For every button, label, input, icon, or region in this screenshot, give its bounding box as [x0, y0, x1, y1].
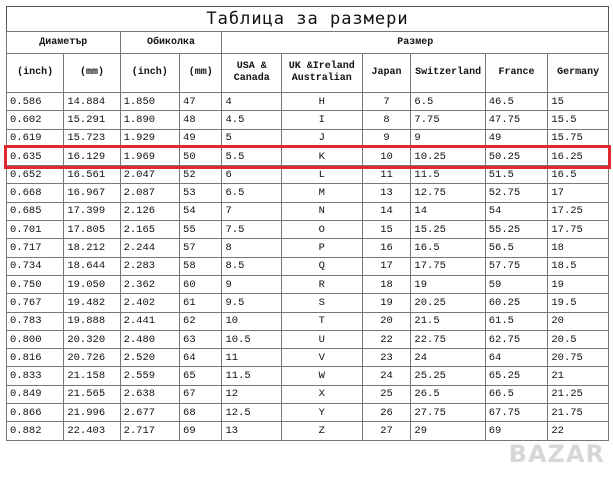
cell-japan-size: 16 [362, 239, 411, 257]
cell-germany-size: 17.75 [548, 221, 609, 239]
cell-france-size: 57.75 [485, 257, 548, 275]
cell-circumference-mm: 64 [180, 349, 222, 367]
cell-circumference-mm: 54 [180, 202, 222, 220]
header-diameter: Диаметър [7, 32, 121, 54]
cell-circumference-inch: 2.402 [120, 294, 179, 312]
cell-diameter-mm: 21.996 [64, 404, 120, 422]
cell-usa-size: 11 [222, 349, 281, 367]
cell-usa-size: 8 [222, 239, 281, 257]
cell-usa-size: 13 [222, 422, 281, 440]
table-row [7, 166, 609, 184]
cell-circumference-inch: 2.087 [120, 184, 179, 202]
header-usa-line2: Canada [233, 73, 270, 84]
table-row-highlighted [7, 147, 609, 165]
cell-france-size: 52.75 [485, 184, 548, 202]
cell-germany-size: 16.5 [548, 166, 609, 184]
cell-japan-size: 7 [362, 93, 411, 111]
cell-circumference-mm: 63 [180, 330, 222, 348]
cell-switzerland-size: 24 [411, 349, 485, 367]
cell-germany-size: 19.5 [548, 294, 609, 312]
cell-uk-size: R [281, 275, 362, 293]
cell-diameter-mm: 18.644 [64, 257, 120, 275]
cell-circumference-mm: 49 [180, 129, 222, 147]
cell-diameter-mm: 21.565 [64, 385, 120, 403]
cell-germany-size: 21.75 [548, 404, 609, 422]
table-row [7, 404, 609, 422]
cell-france-size: 47.75 [485, 111, 548, 129]
cell-france-size: 54 [485, 202, 548, 220]
table-row [7, 202, 609, 220]
cell-diameter-inch: 0.882 [7, 422, 64, 440]
table-row [7, 129, 609, 147]
cell-switzerland-size: 22.75 [411, 330, 485, 348]
cell-circumference-inch: 2.559 [120, 367, 179, 385]
cell-japan-size: 18 [362, 275, 411, 293]
cell-circumference-mm: 55 [180, 221, 222, 239]
cell-circumference-mm: 50 [180, 147, 222, 165]
cell-circumference-inch: 2.520 [120, 349, 179, 367]
cell-usa-size: 10 [222, 312, 281, 330]
cell-diameter-inch: 0.767 [7, 294, 64, 312]
cell-france-size: 50.25 [485, 147, 548, 165]
cell-japan-size: 22 [362, 330, 411, 348]
cell-japan-size: 14 [362, 202, 411, 220]
cell-switzerland-size: 20.25 [411, 294, 485, 312]
cell-usa-size: 9 [222, 275, 281, 293]
cell-germany-size: 15 [548, 93, 609, 111]
cell-circumference-mm: 69 [180, 422, 222, 440]
header-circumference-inch: (inch) [120, 54, 179, 93]
cell-circumference-inch: 2.283 [120, 257, 179, 275]
cell-switzerland-size: 21.5 [411, 312, 485, 330]
cell-germany-size: 20.75 [548, 349, 609, 367]
cell-circumference-mm: 52 [180, 166, 222, 184]
cell-uk-size: N [281, 202, 362, 220]
header-diameter-mm: (mm) [64, 54, 120, 93]
cell-uk-size: U [281, 330, 362, 348]
cell-switzerland-size: 19 [411, 275, 485, 293]
cell-germany-size: 15.75 [548, 129, 609, 147]
cell-diameter-mm: 14.884 [64, 93, 120, 111]
cell-circumference-mm: 65 [180, 367, 222, 385]
cell-usa-size: 10.5 [222, 330, 281, 348]
cell-circumference-inch: 1.969 [120, 147, 179, 165]
cell-usa-size: 6.5 [222, 184, 281, 202]
cell-circumference-mm: 58 [180, 257, 222, 275]
cell-japan-size: 9 [362, 129, 411, 147]
cell-usa-size: 6 [222, 166, 281, 184]
cell-france-size: 59 [485, 275, 548, 293]
cell-germany-size: 20.5 [548, 330, 609, 348]
cell-circumference-mm: 48 [180, 111, 222, 129]
size-table [6, 31, 609, 441]
cell-usa-size: 7.5 [222, 221, 281, 239]
cell-switzerland-size: 15.25 [411, 221, 485, 239]
cell-circumference-inch: 1.890 [120, 111, 179, 129]
cell-diameter-inch: 0.619 [7, 129, 64, 147]
cell-germany-size: 17 [548, 184, 609, 202]
cell-switzerland-size: 27.75 [411, 404, 485, 422]
cell-germany-size: 22 [548, 422, 609, 440]
header-circumference-mm: (mm) [180, 54, 222, 93]
header-japan: Japan [362, 54, 411, 93]
cell-circumference-inch: 2.165 [120, 221, 179, 239]
header-usa-line1: USA & [236, 61, 267, 72]
cell-diameter-mm: 19.888 [64, 312, 120, 330]
cell-diameter-mm: 15.723 [64, 129, 120, 147]
header-germany: Germany [548, 54, 609, 93]
table-body [7, 93, 609, 441]
cell-switzerland-size: 14 [411, 202, 485, 220]
cell-diameter-mm: 20.320 [64, 330, 120, 348]
cell-circumference-mm: 53 [180, 184, 222, 202]
header-diameter-inch: (inch) [7, 54, 64, 93]
cell-diameter-inch: 0.685 [7, 202, 64, 220]
cell-switzerland-size: 6.5 [411, 93, 485, 111]
cell-diameter-mm: 22.403 [64, 422, 120, 440]
cell-japan-size: 11 [362, 166, 411, 184]
cell-japan-size: 17 [362, 257, 411, 275]
cell-diameter-mm: 20.726 [64, 349, 120, 367]
cell-uk-size: X [281, 385, 362, 403]
table-row [7, 349, 609, 367]
table-row [7, 422, 609, 440]
table-title: Таблица за размери [6, 6, 609, 31]
cell-uk-size: V [281, 349, 362, 367]
cell-circumference-inch: 2.677 [120, 404, 179, 422]
cell-diameter-inch: 0.586 [7, 93, 64, 111]
cell-france-size: 46.5 [485, 93, 548, 111]
cell-switzerland-size: 12.75 [411, 184, 485, 202]
cell-germany-size: 19 [548, 275, 609, 293]
cell-diameter-inch: 0.849 [7, 385, 64, 403]
cell-circumference-inch: 1.850 [120, 93, 179, 111]
cell-japan-size: 27 [362, 422, 411, 440]
cell-uk-size: H [281, 93, 362, 111]
cell-japan-size: 26 [362, 404, 411, 422]
cell-circumference-mm: 60 [180, 275, 222, 293]
cell-switzerland-size: 26.5 [411, 385, 485, 403]
cell-france-size: 62.75 [485, 330, 548, 348]
table-row [7, 385, 609, 403]
table-row [7, 93, 609, 111]
watermark-logo: BAZAR [508, 440, 605, 468]
cell-diameter-mm: 19.482 [64, 294, 120, 312]
cell-germany-size: 18.5 [548, 257, 609, 275]
table-row [7, 239, 609, 257]
cell-germany-size: 20 [548, 312, 609, 330]
cell-diameter-inch: 0.734 [7, 257, 64, 275]
cell-circumference-inch: 2.244 [120, 239, 179, 257]
header-uk-line2: Australian [291, 73, 352, 84]
cell-germany-size: 15.5 [548, 111, 609, 129]
cell-japan-size: 24 [362, 367, 411, 385]
cell-uk-size: M [281, 184, 362, 202]
cell-diameter-inch: 0.701 [7, 221, 64, 239]
cell-france-size: 56.5 [485, 239, 548, 257]
cell-uk-size: K [281, 147, 362, 165]
table-row [7, 275, 609, 293]
cell-uk-size: O [281, 221, 362, 239]
cell-diameter-inch: 0.750 [7, 275, 64, 293]
cell-japan-size: 8 [362, 111, 411, 129]
cell-france-size: 64 [485, 349, 548, 367]
cell-circumference-inch: 2.638 [120, 385, 179, 403]
cell-circumference-inch: 1.929 [120, 129, 179, 147]
cell-japan-size: 19 [362, 294, 411, 312]
table-row [7, 111, 609, 129]
cell-usa-size: 4 [222, 93, 281, 111]
cell-diameter-mm: 16.129 [64, 147, 120, 165]
size-chart [6, 6, 609, 470]
cell-circumference-inch: 2.717 [120, 422, 179, 440]
cell-diameter-inch: 0.717 [7, 239, 64, 257]
cell-diameter-mm: 21.158 [64, 367, 120, 385]
cell-usa-size: 5.5 [222, 147, 281, 165]
table-row [7, 257, 609, 275]
cell-usa-size: 5 [222, 129, 281, 147]
cell-france-size: 69 [485, 422, 548, 440]
header-usa-canada [222, 54, 281, 93]
header-size: Размер [222, 32, 609, 54]
cell-switzerland-size: 16.5 [411, 239, 485, 257]
cell-circumference-inch: 2.047 [120, 166, 179, 184]
cell-japan-size: 13 [362, 184, 411, 202]
cell-usa-size: 12.5 [222, 404, 281, 422]
cell-japan-size: 25 [362, 385, 411, 403]
cell-uk-size: S [281, 294, 362, 312]
cell-france-size: 61.5 [485, 312, 548, 330]
cell-germany-size: 16.25 [548, 147, 609, 165]
cell-circumference-inch: 2.126 [120, 202, 179, 220]
header-uk-line1: UK &Ireland [288, 61, 355, 72]
cell-uk-size: W [281, 367, 362, 385]
cell-circumference-inch: 2.480 [120, 330, 179, 348]
cell-france-size: 51.5 [485, 166, 548, 184]
table-row [7, 312, 609, 330]
cell-switzerland-size: 10.25 [411, 147, 485, 165]
cell-diameter-mm: 16.967 [64, 184, 120, 202]
cell-japan-size: 20 [362, 312, 411, 330]
table-row [7, 184, 609, 202]
table-row [7, 330, 609, 348]
cell-diameter-inch: 0.800 [7, 330, 64, 348]
cell-circumference-mm: 67 [180, 385, 222, 403]
cell-switzerland-size: 9 [411, 129, 485, 147]
table-row [7, 367, 609, 385]
cell-usa-size: 8.5 [222, 257, 281, 275]
header-france: France [485, 54, 548, 93]
cell-usa-size: 4.5 [222, 111, 281, 129]
table-row [7, 221, 609, 239]
cell-uk-size: Q [281, 257, 362, 275]
cell-uk-size: T [281, 312, 362, 330]
cell-switzerland-size: 29 [411, 422, 485, 440]
cell-circumference-mm: 61 [180, 294, 222, 312]
cell-circumference-inch: 2.441 [120, 312, 179, 330]
header-circumference: Обиколка [120, 32, 222, 54]
cell-diameter-inch: 0.635 [7, 147, 64, 165]
header-switzerland: Switzerland [411, 54, 485, 93]
cell-diameter-mm: 19.050 [64, 275, 120, 293]
cell-germany-size: 18 [548, 239, 609, 257]
cell-france-size: 49 [485, 129, 548, 147]
cell-diameter-inch: 0.783 [7, 312, 64, 330]
table-row [7, 294, 609, 312]
cell-uk-size: P [281, 239, 362, 257]
cell-diameter-mm: 18.212 [64, 239, 120, 257]
cell-circumference-mm: 57 [180, 239, 222, 257]
cell-circumference-mm: 68 [180, 404, 222, 422]
cell-germany-size: 21 [548, 367, 609, 385]
cell-france-size: 67.75 [485, 404, 548, 422]
cell-diameter-inch: 0.652 [7, 166, 64, 184]
cell-france-size: 55.25 [485, 221, 548, 239]
cell-japan-size: 23 [362, 349, 411, 367]
cell-uk-size: L [281, 166, 362, 184]
cell-diameter-inch: 0.668 [7, 184, 64, 202]
cell-diameter-inch: 0.866 [7, 404, 64, 422]
cell-diameter-inch: 0.602 [7, 111, 64, 129]
cell-circumference-inch: 2.362 [120, 275, 179, 293]
cell-diameter-inch: 0.833 [7, 367, 64, 385]
cell-switzerland-size: 25.25 [411, 367, 485, 385]
cell-usa-size: 9.5 [222, 294, 281, 312]
cell-japan-size: 15 [362, 221, 411, 239]
cell-circumference-mm: 62 [180, 312, 222, 330]
cell-uk-size: Z [281, 422, 362, 440]
cell-germany-size: 17.25 [548, 202, 609, 220]
cell-diameter-mm: 17.399 [64, 202, 120, 220]
cell-diameter-mm: 15.291 [64, 111, 120, 129]
cell-japan-size: 10 [362, 147, 411, 165]
header-uk-australia [281, 54, 362, 93]
cell-switzerland-size: 7.75 [411, 111, 485, 129]
cell-france-size: 65.25 [485, 367, 548, 385]
cell-switzerland-size: 17.75 [411, 257, 485, 275]
cell-uk-size: Y [281, 404, 362, 422]
cell-france-size: 66.5 [485, 385, 548, 403]
cell-uk-size: J [281, 129, 362, 147]
cell-diameter-mm: 16.561 [64, 166, 120, 184]
cell-uk-size: I [281, 111, 362, 129]
cell-germany-size: 21.25 [548, 385, 609, 403]
cell-usa-size: 7 [222, 202, 281, 220]
cell-france-size: 60.25 [485, 294, 548, 312]
cell-diameter-mm: 17.805 [64, 221, 120, 239]
cell-switzerland-size: 11.5 [411, 166, 485, 184]
cell-usa-size: 11.5 [222, 367, 281, 385]
cell-usa-size: 12 [222, 385, 281, 403]
cell-circumference-mm: 47 [180, 93, 222, 111]
cell-diameter-inch: 0.816 [7, 349, 64, 367]
